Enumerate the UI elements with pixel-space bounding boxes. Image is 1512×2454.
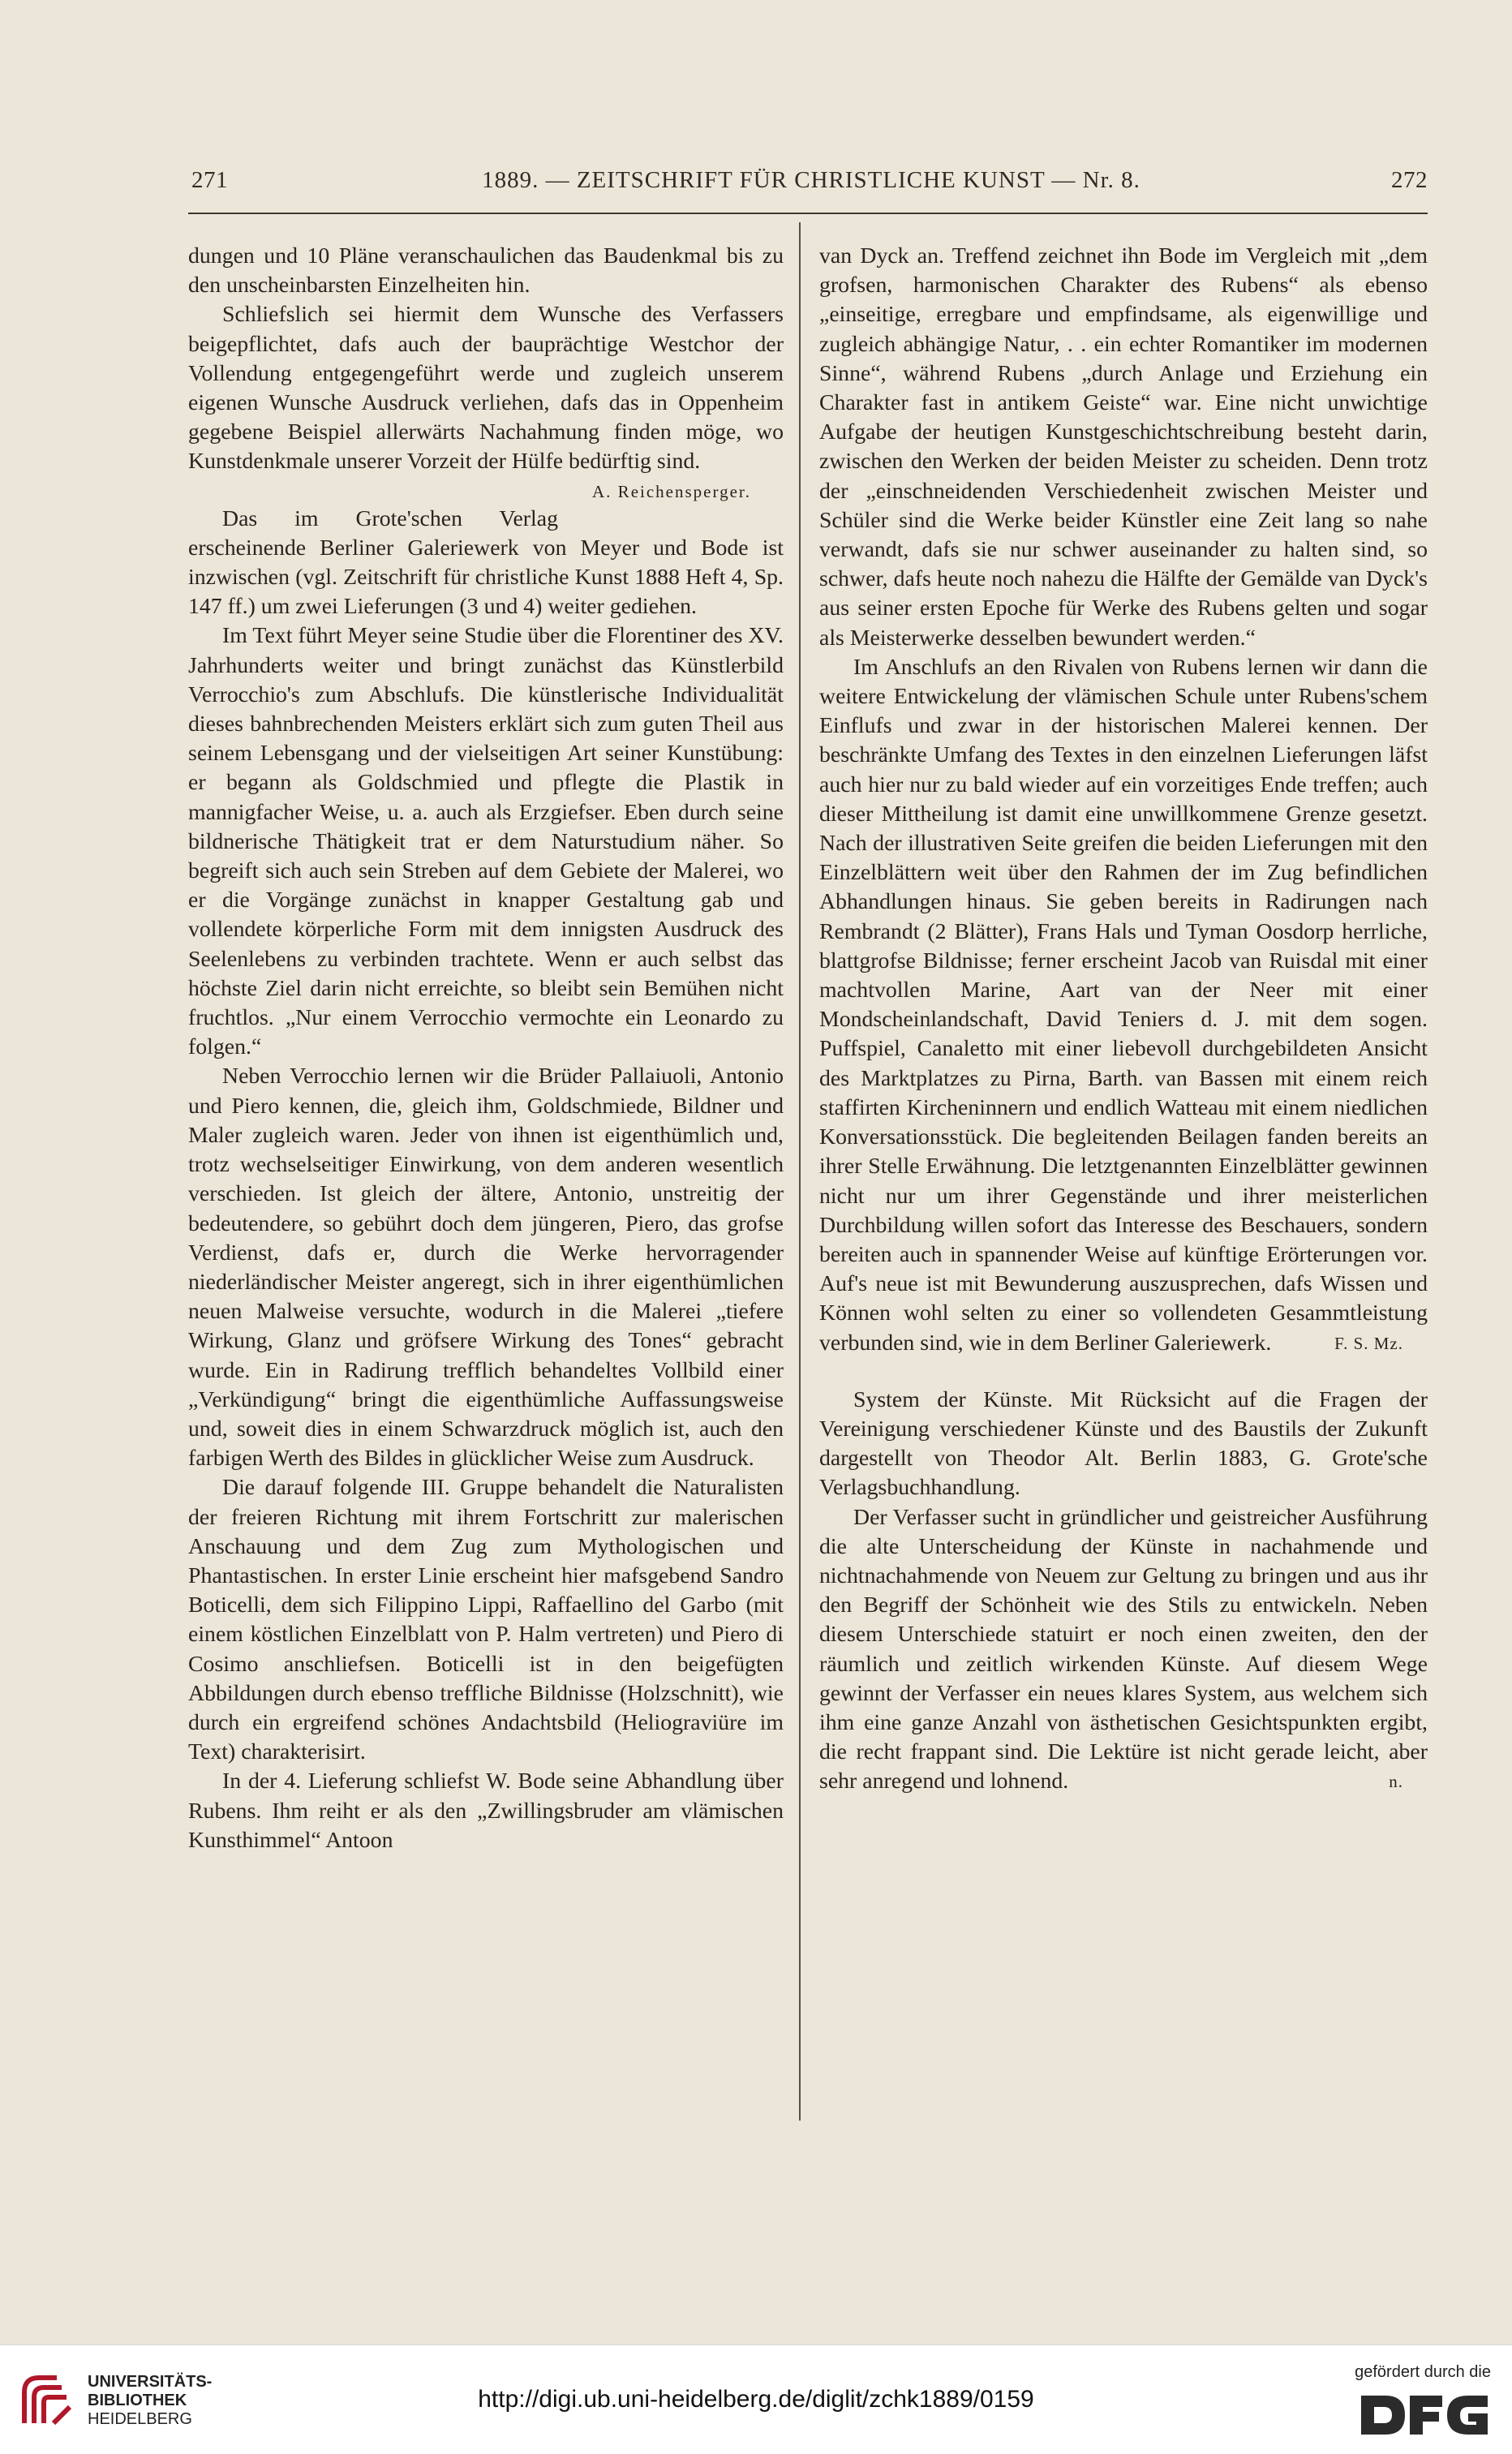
library-name-line: BIBLIOTHEK: [88, 2392, 187, 2409]
paragraph: [819, 1503, 1428, 1797]
page-number-right: 272: [1391, 167, 1428, 193]
paragraph: Die darauf folgende III. Gruppe behandelt die Naturalisten der freieren Richtung mit ihrem Fortschritt zur malerischen Anschauung und dem Zug zum Mythologischen und Phantastischen. In erster Linie erscheint hier mafsgebend Sandro Boticelli, dem sich Filippino Lippi, Raffaellino del Garbo (mit einem köstlichen Einzelblatt von P. Halm vertreten) und Piero di Cosimo anschliefsen. Boticelli ist in den beigefügten Abbildungen durch ebenso treffliche Bildnisse (Holzschnitt), wie durch ein ergreifend schönes Andachtsbild (Heliograviüre im Text) charakterisirt.: [188, 1475, 784, 1765]
right-column: [819, 242, 1428, 1797]
viewer-footer: [0, 2344, 1512, 2454]
paragraph: [819, 653, 1428, 1358]
paragraph: Das im Grote'schen Verlag erscheinende Berliner Galeriewerk von Meyer und Bode ist inzwischen (vgl. Zeitschrift für christliche Kunst 1888 Heft 4, Sp. 147 ff.) um zwei Lieferungen (3 und 4) weiter gediehen.: [188, 505, 784, 620]
dfg-logo-icon: [1358, 2391, 1491, 2439]
paragraph-text: Im Anschlufs an den Rivalen von Rubens lernen wir dann die weitere Entwickelung der vlämischen Schule unter Rubens'schem Einflufs und zwar in der historischen Malerei kennen. Der beschränkte Umfang des Textes in den einzelnen Lieferungen läfst auch hier nur zu bald wieder auf ein vorzeitiges Ende treffen; auch dieser Mittheilung ist damit eine unwillkommene Grenze gesetzt. Nach der illustrativen Seite greifen die beiden Lieferungen mit den Einzelblättern weit über den Rahmen der im Zug befindlichen Abhandlungen hinaus. Sie geben bereits in Radirungen nach Rembrandt (2 Blätter), Frans Hals und Tyman Oosdorp herrliche, blattgrofse Bildnisse; ferner erscheint Jacob van Ruisdal mit einer machtvollen Marine, Aart van der Neer mit einer Mondscheinlandschaft, David Teniers d. J. mit dem sogen. Puffspiel, Canaletto mit einer liebevoll durchgebildeten Ansicht des Marktplatzes zu Pirna, Barth. van Bassen mit einem reich staffirten Kircheninnern und endlich Watteau mit einem niedlichen Konversationsstück. Die begleitenden Beilagen fanden bereits an ihrer Stelle Erwähnung. Die letztgenannten Einzelblätter gewinnen nicht nur um ihrer Gegenstände und ihrer meisterlichen Durchbildung willen sofort das Interesse des Beschauers, sondern bereiten auch in spannender Weise auf künftige Erörterungen vor. Auf's neue ist mit Bewunderung auszusprechen, dafs Wissen und Können wohl selten zu einer so vollendeten Gesammtleistung verbunden sind, wie in dem Berliner Galeriewerk.: [819, 654, 1428, 1356]
paragraph-text: Schliefslich sei hiermit dem Wunsche des Verfassers beigepflichtet, dafs auch der bauprächtige Westchor der Vollendung entgegengeführt werde und zugleich unserem eigenen Wunsche Ausdruck verliehen, dafs das in Oppenheim gegebene Beispiel allerwärts Nachahmung finden möge, wo Kunstdenkmale unserer Vorzeit der Hülfe bedürftig sind.: [188, 302, 784, 475]
permalink-url[interactable]: http://digi.ub.uni-heidelberg.de/diglit/zchk1889/0159: [478, 2386, 1034, 2413]
column-divider: [799, 222, 801, 2121]
left-column: [188, 242, 784, 1855]
signature: A. Reichensperger.: [592, 481, 751, 501]
paragraph: System der Künste. Mit Rücksicht auf die Fragen der Vereinigung verschiedener Künste und des Baustils der Zukunft dargestellt von Theodor Alt. Berlin 1883, G. Grote'sche Verlagsbuchhandlung.: [819, 1386, 1428, 1501]
paragraph-text: Der Verfasser sucht in gründlicher und geistreicher Ausführung die alte Unterscheidung der Künste in nachahmende und nichtnachahmende von Neuem zur Geltung zu bringen und aus ihr den Begriff der Schönheit wie des Stils zu entwickeln. Neben diesem Unterschiede statuirt er noch einen zweiten, den der räumlich und zeitlich wirkenden Künste. Auf diesem Wege gewinnt der Verfasser ein neues klares System, aus welchem sich ihm eine ganze Anzahl von ästhetischen Gesichtspunkten ergibt, die recht frappant sind. Die Lektüre ist nicht gerade leicht, aber sehr anregend und lohnend.: [819, 1504, 1428, 1794]
paragraph: Im Text führt Meyer seine Studie über die Florentiner des XV. Jahrhunderts weiter und bringt zunächst das Künstlerbild Verrocchio's zum Abschlufs. Die künstlerische Individualität dieses bahnbrechenden Meisters erklärt sich zum guten Theil aus seinem Lebensgang und der vielseitigen Art seiner Kunstübung: er begann als Goldschmied und pflegte die Plastik in mannigfacher Weise, u. a. auch als Erzgiefser. Eben durch seine bildnerische Thätigkeit trat er dem Naturstudium näher. So begreift sich auch sein Streben auf dem Gebiete der Malerei, wo er die Vorgänge zunächst in knapper Gestaltung gab und vollendete körperliche Form mit dem innigsten Ausdruck des Seelenlebens zu verbinden trachtete. Wenn er auch selbst das höchste Ziel darin nicht erreichte, so bleibt sein Bemühen nicht fruchtlos. „Nur einem Verrocchio vermochte ein Leonardo zu folgen.“: [188, 623, 784, 1060]
paragraph: van Dyck an. Treffend zeichnet ihn Bode im Vergleich mit „dem grofsen, harmonischen Charakter des Rubens“ als ebenso „einseitige, erregbare und empfindsame, als eigenwillige und zugleich abhängige Natur, . . ein echter Romantiker im modernen Sinne“, während Rubens „durch Anlage und Erziehung ein Charakter fast in antikem Geiste“ war. Eine nicht unwichtige Aufgabe der heutigen Kunstgeschichtschreibung besteht darin, zwischen den Werken der beiden Meister zu scheiden. Denn trotz der „einschneidenden Verschiedenheit zwischen Meister und Schüler sind die Werke beider Künstler eine Zeit lang so nahe verwandt, dafs sie nur schwer auseinander zu halten sind, so schwer, dafs heute noch nahezu die Hälfte der Gemälde van Dyck's aus seiner ersten Epoche für Werke des Rubens gelten und sogar als Meisterwerke desselben bewundert werden.“: [819, 243, 1428, 651]
library-name-line: UNIVERSITÄTS-: [88, 2373, 213, 2391]
running-title: 1889. — ZEITSCHRIFT FÜR CHRISTLICHE KUNST — Nr. 8.: [482, 167, 1140, 193]
header-rule: [188, 213, 1428, 214]
paragraph: In der 4. Lieferung schliefst W. Bode seine Abhandlung über Rubens. Ihm reiht er als den „Zwillingsbruder am vlämischen Kunsthimmel“ Antoon: [188, 1769, 784, 1853]
signature: n.: [1389, 1772, 1403, 1792]
funded-by-label: gefördert durch die: [1355, 2363, 1491, 2381]
page-number-left: 271: [191, 167, 228, 193]
signature: F. S. Mz.: [1334, 1333, 1403, 1353]
paragraph: [188, 300, 784, 501]
library-name-line: HEIDELBERG: [88, 2410, 192, 2428]
paragraph: dungen und 10 Pläne veranschaulichen das Baudenkmal bis zu den unscheinbarsten Einzelheiten hin.: [188, 243, 784, 299]
paragraph: Neben Verrocchio lernen wir die Brüder Pallaiuoli, Antonio und Piero kennen, die, gleich ihm, Goldschmiede, Bildner und Maler zugleich waren. Jeder von ihnen ist eigenthümlich und, trotz wechselseitiger Einwirkung, von dem anderen wesentlich verschieden. Ist gleich der ältere, Antonio, unstreitig der bedeutendere, so gebührt doch dem jüngeren, Piero, das grofse Verdienst, dafs er, durch die Werke hervorragender niederländischer Meister angeregt, sich in ihrer eigenthümlichen neuen Malweise versuchte, wodurch in die Malerei „tiefere Wirkung, Glanz und gröfsere Wirkung des Tones“ gebracht wurde. Ein in Radirung trefflich behandeltes Vollbild einer „Verkündigung“ bringt die eigenthümliche Auffassungsweise und, soweit dies in einem Schwarzdruck möglich ist, auch den farbigen Werth des Bildes in glücklicher Weise zum Ausdruck.: [188, 1064, 784, 1472]
